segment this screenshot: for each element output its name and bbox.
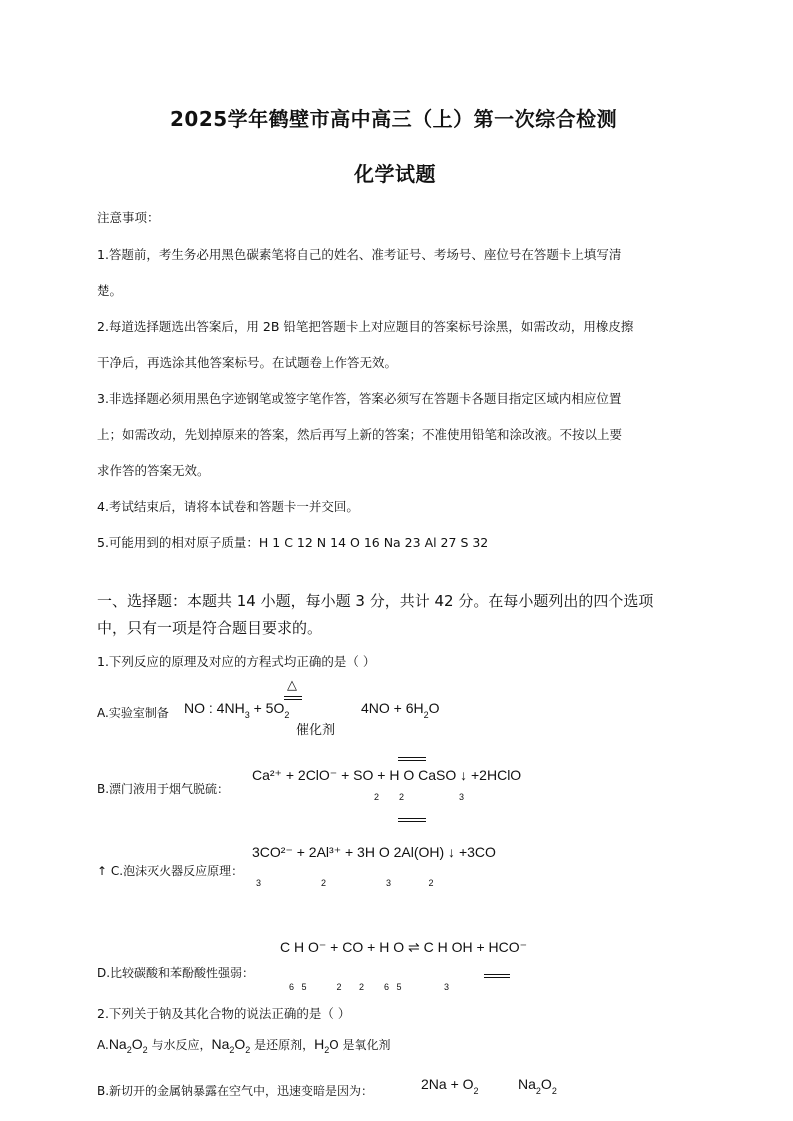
- q1-a-catalyst-condition: 催化剂: [296, 723, 336, 738]
- q1-b-equals-bottom: [398, 760, 426, 761]
- q2-option-b-reactants: $2Na + O_2$: [421, 1076, 479, 1096]
- q1-a-equals-bottom: [284, 699, 302, 700]
- q1-option-a-products: $4NO + 6H_2O$: [361, 700, 440, 720]
- q1-option-b-subscripts: 2 2 3: [374, 792, 465, 802]
- notice-line: 干净后，再选涂其他答案标号。在试题卷上作答无效。: [97, 355, 398, 370]
- q1-a-heat-condition: △: [287, 678, 297, 693]
- q1-b-equals-top: [398, 757, 426, 758]
- notice-line: 5.可能用到的相对原子质量：H 1 C 12 N 14 O 16 Na 23 Al 27 S 32: [97, 535, 489, 550]
- notice-line: 2.每道选择题选出答案后，用 2B 铅笔把答题卡上对应题目的答案标号涂黑，如需改动，用橡皮擦: [97, 319, 634, 334]
- q1-c-equals-bottom: [398, 821, 426, 822]
- q1-d-equals-top: [484, 974, 510, 975]
- question-2-stem: 2.下列关于钠及其化合物的说法正确的是（ ）: [97, 1006, 351, 1021]
- q2-option-b-label: B.新切开的金属钠暴露在空气中，迅速变暗是因为：: [97, 1084, 374, 1098]
- section-heading-cont: 中，只有一项是符合题目要求的。: [97, 619, 323, 637]
- q1-a-equals-top: [284, 696, 302, 697]
- exam-subject: 化学试题: [354, 162, 436, 186]
- notice-line: 求作答的答案无效。: [97, 463, 210, 478]
- q1-option-b-equation: Ca²⁺ + 2ClO⁻ + SO + H O CaSO ↓ +2HClO: [252, 767, 522, 783]
- notice-line: 4.考试结束后，请将本试卷和答题卡一并交回。: [97, 499, 359, 514]
- q1-option-a-equation: NO : $4NH_3 + 5O_2$: [184, 700, 290, 720]
- q1-c-equals-top: [398, 818, 426, 819]
- q1-option-d-subscripts: 6 5 2 2 6 5 3: [289, 982, 450, 992]
- notice-line: 3.非选择题必须用黑色字迹钢笔或签字笔作答，答案必须写在答题卡各题目指定区域内相应位置: [97, 391, 622, 406]
- question-1-stem: 1.下列反应的原理及对应的方程式均正确的是（ ）: [97, 654, 376, 669]
- q1-option-c-subscripts: 3 2 3 2: [256, 878, 434, 888]
- q1-option-d-label: D.比较碳酸和苯酚酸性强弱：: [97, 966, 255, 980]
- q1-option-c-equation: 3CO²⁻ + 2Al³⁺ + 3H O 2Al(OH) ↓ +3CO: [252, 844, 496, 860]
- q2-option-b-product: $Na_2O_2$: [518, 1076, 557, 1096]
- q1-option-b-label: B.漂门液用于烟气脱硫：: [97, 782, 230, 796]
- notice-line: 上；如需改动，先划掉原来的答案，然后再写上新的答案；不准使用铅笔和涂改液。不按以上要: [97, 427, 623, 442]
- notice-line: 楚。: [97, 283, 123, 298]
- q2-option-a: $A.Na_2O_2$ 与水反应，$Na_2O_2$ 是还原剂，$H_2O$ 是氧化剂: [97, 1036, 391, 1055]
- q1-option-a-label: A.实验室制备: [97, 706, 169, 720]
- notice-heading: 注意事项：: [97, 210, 160, 225]
- notice-line: 1.答题前，考生务必用黑色碳素笔将自己的姓名、准考证号、考场号、座位号在答题卡上填写清: [97, 247, 622, 262]
- q1-option-c-label: ↑ C.泡沫灭火器反应原理：: [97, 864, 244, 878]
- exam-title: 2025学年鹤壁市高中高三（上）第一次综合检测: [170, 107, 618, 131]
- q1-option-d-equation: C H O⁻ + CO + H O ⇌ C H OH + HCO⁻: [280, 939, 528, 955]
- section-heading: 一、选择题：本题共 14 小题，每小题 3 分，共计 42 分。在每小题列出的四个选项: [97, 592, 654, 610]
- q1-d-equals-bottom: [484, 977, 510, 978]
